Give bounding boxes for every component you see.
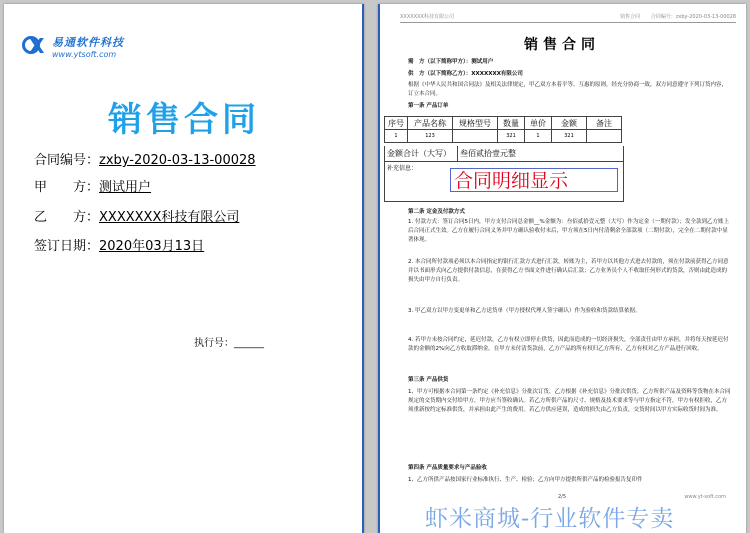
table-header-row (385, 117, 622, 130)
table-cell: 321 (498, 130, 525, 143)
table-cell: 1 (385, 130, 408, 143)
clause-3-1: 1、甲方可根据本合同第一条约定《补充信息》分批次订货，乙方根据《补充信息》分批次供货，乙方所供产品及资料等货物在本合同规定的交货期内交付给甲方，甲方应当签收确认。若乙方所供产品的尺寸、规格及技术要求等与甲方指定不符，甲方有权拒收，乙方须重新按约定标准供货，并承担由此产生的费用。若乙方供应延误，造成的损失由乙方负责，交货时间以甲方实际收货时间为准。 (408, 389, 731, 413)
table-header-cell: 备注 (587, 117, 622, 130)
table-header-cell: 序号 (385, 117, 408, 130)
page-edge (362, 4, 364, 533)
page-edge (378, 4, 380, 533)
total-label: 金额合计（大写） (387, 149, 451, 158)
table-header-cell: 数量 (498, 117, 525, 130)
field-value: 2020年03月13日 (99, 239, 205, 254)
field-sign-date (34, 235, 204, 254)
table-cell (587, 130, 622, 143)
field-contract-no (34, 149, 256, 168)
contract-title: 销售合同 (524, 37, 600, 53)
detail-placeholder: 合同明细显示 (450, 168, 618, 192)
field-label: 乙 方： (34, 210, 100, 225)
page-header (400, 10, 736, 23)
table-cell: 1 (525, 130, 552, 143)
field-label: 签订日期： (34, 239, 100, 254)
section-3-title: 第三条 产品供货 (408, 377, 449, 383)
company-logo (22, 34, 124, 59)
party-b-line: 供 方（以下简称乙方）：XXXXXXX有限公司 (408, 71, 523, 77)
section-4-title: 第四条 产品质量要求与产品验收 (408, 465, 487, 471)
header-left: XXXXXXX科技有限公司 (400, 14, 454, 20)
logo-url: www.ytsoft.com (52, 50, 117, 59)
total-amount-row (384, 146, 624, 162)
table-header-cell: 单价 (525, 117, 552, 130)
table-header-cell: 产品名称 (408, 117, 453, 130)
table-header-cell: 规格型号 (453, 117, 498, 130)
table-cell: 321 (552, 130, 587, 143)
field-party-b (34, 206, 239, 225)
total-value: 叁佰贰拾壹元整 (460, 149, 516, 158)
field-value: zxby-2020-03-13-00028 (99, 153, 256, 168)
watermark-text: 虾米商城-行业软件专卖 (425, 506, 675, 532)
contract-page-2 (378, 4, 746, 533)
clause-2-3: 3. 甲乙双方以甲方变更单和乙方送货单（甲方授权代理人签字确认）作为验收和货款结算依据。 (408, 308, 641, 314)
header-right: 合同编号：zxby-2020-03-13-00028 (650, 14, 736, 20)
section-1-title: 第一条 产品订单 (408, 103, 449, 109)
intro-paragraph: 根据《中华人民共和国合同法》及相关法律规定，甲乙双方本着平等、互惠的原则，经充分协商一致，双方同意遵守下列订货内容，订立本合同。 (408, 82, 728, 97)
field-value: 测试用户 (99, 180, 152, 195)
logo-cn: 易通软件科技 (52, 36, 124, 49)
table-row (385, 130, 622, 143)
cover-title: 销售合同 (108, 100, 260, 140)
clause-2-1: 1. 付款方式：签订合同5日内，甲方支付合同总金额__%金额为：叁佰贰拾壹元整（大写）作为定金（一期付款）；发全款到乙方账上后合同正式生效。乙方在履行合同义务并甲方确认验收付末后，甲方须在5日内付清剩余全部款项（二期付款），完全在二期付款中显著体现。 (408, 219, 729, 243)
table-header-cell: 金额 (552, 117, 587, 130)
field-label: 合同编号： (34, 153, 100, 168)
table-cell (453, 130, 498, 143)
clause-2-2: 2. 本合同所付款项必须以本合同指定的银行汇款方式进行汇款，转账为主，若甲方以其他方式进去付款的，须在付款前获得乙方同意并以书面形式向乙方提供付款信息，在获得乙方书面文件进行确认后汇款；乙方业务员个人不收取任何形式的货款，否则由此造成的损失由甲方自行负责。 (408, 259, 729, 283)
header-mid: 销售合同 (620, 14, 641, 20)
supplement-label: 补充信息： (387, 165, 418, 172)
cover-page (4, 4, 364, 533)
field-party-a (34, 176, 151, 195)
logo-mark-icon: X (22, 36, 48, 58)
table-cell: 123 (408, 130, 453, 143)
clause-2-4: 4. 若甲方未按合同约定，延迟付款，乙方有权立即停止供货，因此而造成的一切经济损失，全部责任由甲方承担，并将每天按延迟付款的金额的2%向乙方收取滞纳金。在甲方未付清货款前，乙方产品的所有权归乙方所有，乙方有权对乙方产品进行回收。 (408, 337, 729, 352)
page-number: 2/5 (557, 494, 567, 500)
exec-number: 执行号：______ (194, 338, 264, 349)
footer-url: www.yt-soft.com (684, 494, 726, 500)
party-a-line: 需 方（以下简称甲方）：测试用户 (408, 59, 494, 65)
field-value: XXXXXXX科技有限公司 (99, 210, 240, 225)
section-2-title: 第二条 定金及付款方式 (408, 209, 465, 215)
field-label: 甲 方： (34, 180, 100, 195)
product-table (384, 116, 622, 143)
clause-4-1: 1、乙方所供产品按国家行业标准执行、生产、检验；乙方向甲方提供所供产品的检验报告复印件 (408, 477, 643, 483)
